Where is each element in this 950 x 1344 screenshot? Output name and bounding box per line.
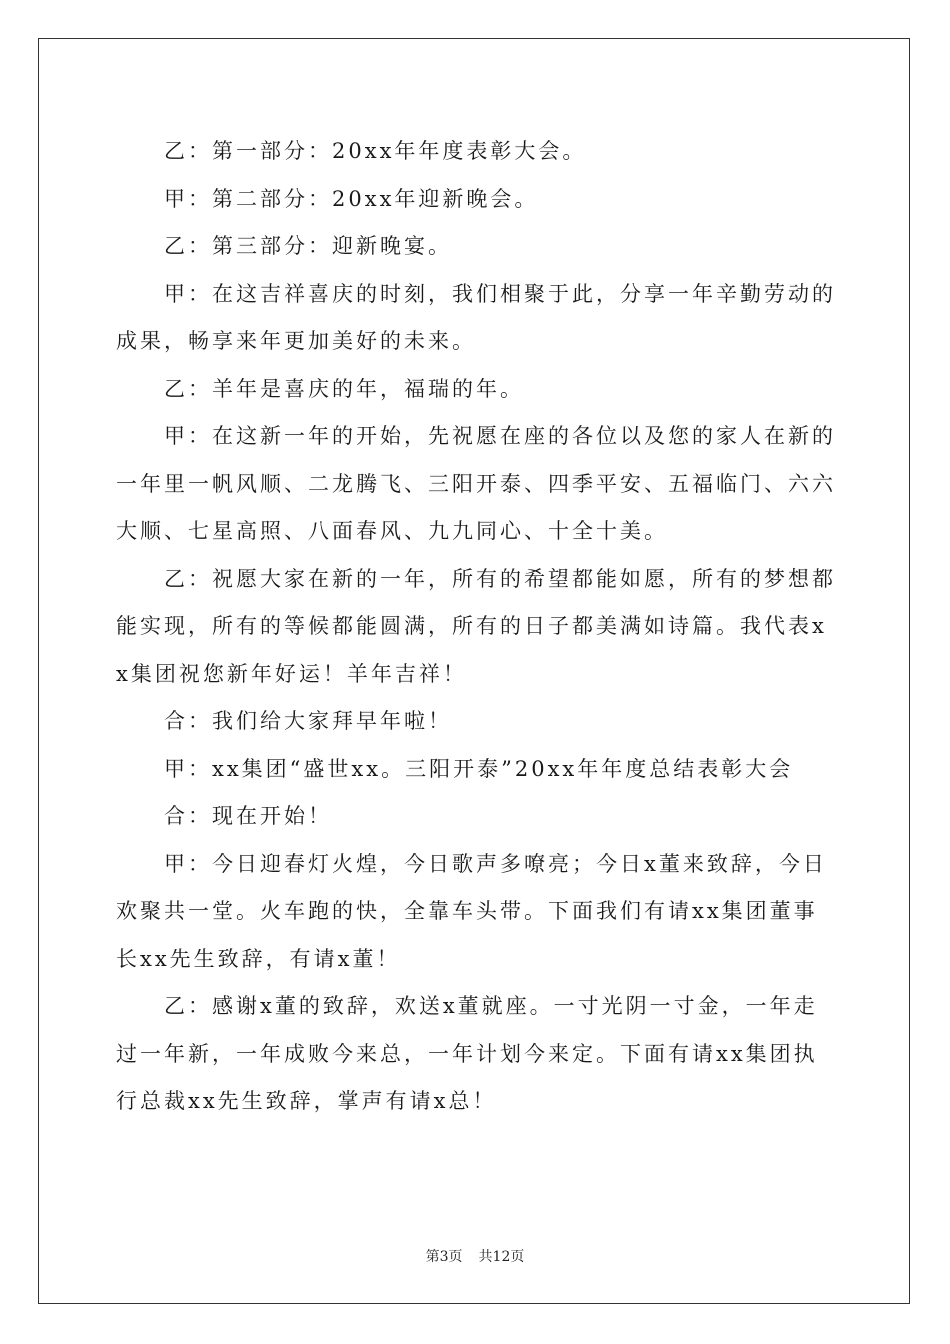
paragraph: 甲：在这新一年的开始，先祝愿在座的各位以及您的家人在新的一年里一帆风顺、二龙腾飞、三阳开泰、四季平安、五福临门、六六大顺、七星高照、八面春风、九九同心、十全十美。: [116, 424, 836, 543]
paragraph: 甲：第二部分：20xx年迎新晚会。: [164, 186, 539, 211]
paragraph: 乙：祝愿大家在新的一年，所有的希望都能如愿，所有的梦想都能实现，所有的等候都能圆满，所有的日子都美满如诗篇。我代表xx集团祝您新年好运！羊年吉祥！: [116, 566, 836, 686]
current-page-number: 第3页: [425, 1249, 463, 1265]
total-page-count: 共12页: [478, 1249, 525, 1265]
paragraph: 合：我们给大家拜早年啦！: [164, 709, 452, 733]
paragraph: 甲：在这吉祥喜庆的时刻，我们相聚于此，分享一年辛勤劳动的成果，畅享来年更加美好的未来。: [116, 281, 836, 353]
paragraph: 乙：第一部分：20xx年年度表彰大会。: [164, 139, 587, 163]
paragraph: 甲：今日迎春灯火煌，今日歌声多嘹亮；今日x董来致辞，今日欢聚共一堂。火车跑的快，全靠车头带。下面我们有请xx集团董事长xx先生致辞，有请x董！: [116, 851, 827, 971]
paragraph: 合：现在开始！: [164, 804, 332, 828]
document-body: [116, 128, 836, 1126]
paragraph: 乙：羊年是喜庆的年，福瑞的年。: [164, 376, 524, 401]
paragraph: 乙：第三部分：迎新晚宴。: [164, 234, 452, 258]
paragraph: 乙：感谢x董的致辞，欢送x董就座。一寸光阴一寸金，一年走过一年新，一年成败今来总，一年计划今来定。下面有请xx集团执行总裁xx先生致辞，掌声有请x总！: [116, 994, 818, 1113]
paragraph: 甲：xx集团“盛世xx。三阳开泰”20xx年年度总结表彰大会: [164, 756, 794, 781]
page-footer: [0, 1246, 950, 1266]
